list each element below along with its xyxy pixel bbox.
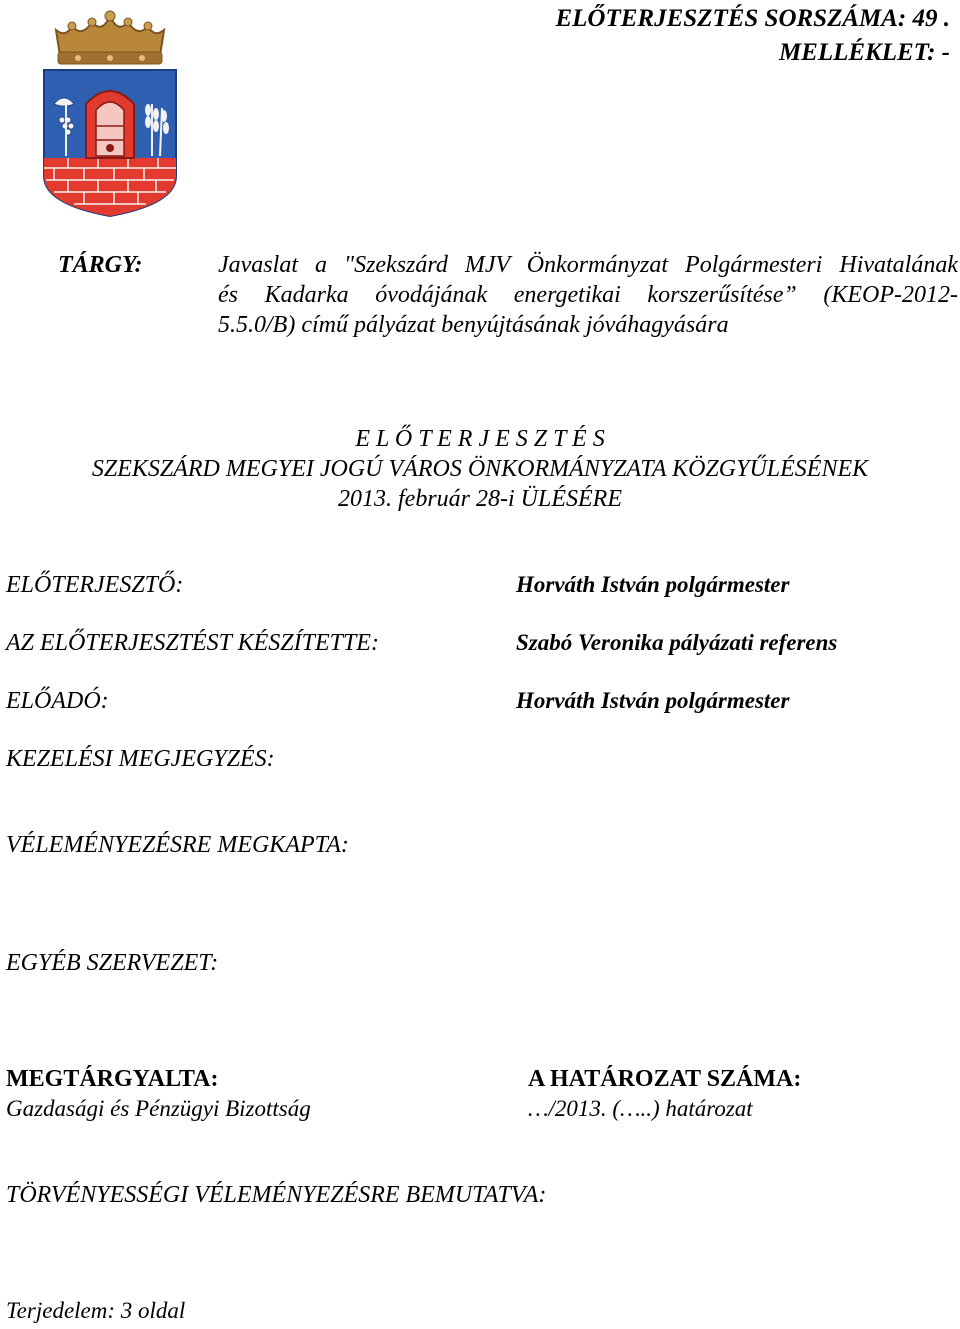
- subject-label: TÁRGY:: [58, 252, 143, 278]
- review-received-label: VÉLEMÉNYEZÉSRE MEGKAPTA:: [6, 832, 349, 858]
- discussed-value: Gazdasági és Pénzügyi Bizottság: [6, 1096, 311, 1121]
- prepared-by-label: AZ ELŐTERJESZTÉST KÉSZÍTETTE:: [6, 630, 379, 656]
- other-organization-label: EGYÉB SZERVEZET:: [6, 950, 219, 976]
- title-session: 2013. február 28-i ÜLÉSÉRE: [338, 486, 622, 512]
- shield-icon: [44, 70, 176, 216]
- title-assembly: SZEKSZÁRD MEGYEI JOGÚ VÁROS ÖNKORMÁNYZATA KÖZGYŰLÉSÉNEK: [91, 456, 869, 482]
- legality-review-label: TÖRVÉNYESSÉGI VÉLEMÉNYEZÉSRE BEMUTATVA:: [6, 1182, 547, 1208]
- subject-line-2: és Kadarka óvodájának energetikai korszerűsítése” (KEOP-2012-: [218, 282, 958, 308]
- title-spaced: E L Ő T E R J E S Z T É S: [355, 426, 605, 452]
- presenter-label: ELŐTERJESZTŐ:: [6, 572, 184, 598]
- title-block: [0, 424, 960, 514]
- attachment-line: MELLÉKLET: -: [778, 39, 950, 66]
- resolution-number-value: …/2013. (…..) határozat: [528, 1096, 753, 1121]
- discussed-label: MEGTÁRGYALTA:: [6, 1066, 219, 1092]
- page-length-note: Terjedelem: 3 oldal: [6, 1298, 186, 1323]
- resolution-number-label: A HATÁROZAT SZÁMA:: [528, 1066, 802, 1092]
- handling-note-label: KEZELÉSI MEGJEGYZÉS:: [6, 746, 275, 772]
- subject-text: [218, 250, 958, 340]
- speaker-label: ELŐADÓ:: [6, 688, 109, 714]
- crown-icon: [56, 11, 164, 64]
- subject-line-3: 5.5.0/B) című pályázat benyújtásának jóváhagyására: [218, 312, 729, 338]
- subject-line-1: Javaslat a "Szekszárd MJV Önkormányzat Polgármesteri Hivatalának: [218, 252, 958, 278]
- speaker-value: Horváth István polgármester: [516, 688, 790, 713]
- prepared-by-value: Szabó Veronika pályázati referens: [516, 630, 838, 655]
- presenter-value: Horváth István polgármester: [516, 572, 790, 597]
- proposal-number: ELŐTERJESZTÉS SORSZÁMA: 49 .: [555, 5, 950, 32]
- coat-of-arms-emblem: [38, 8, 182, 220]
